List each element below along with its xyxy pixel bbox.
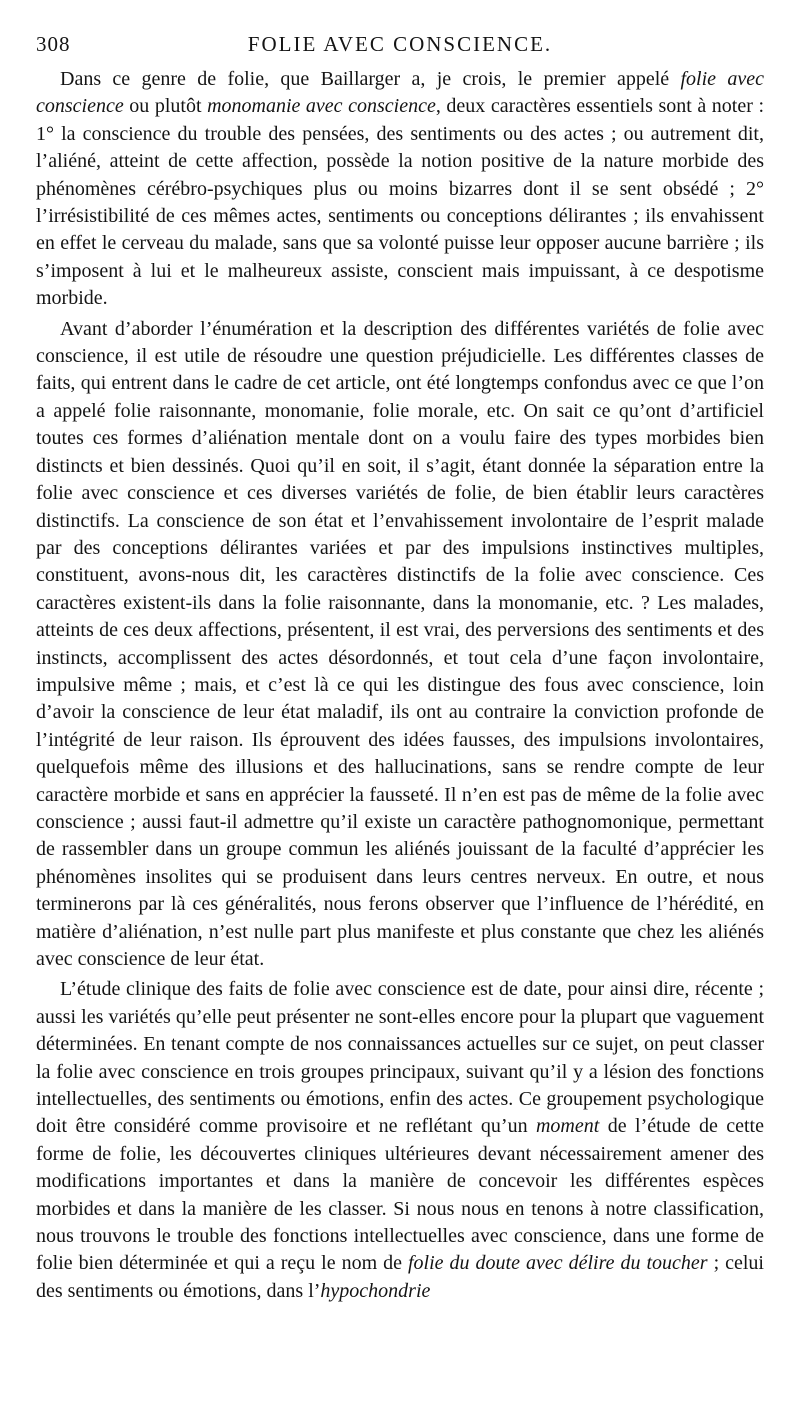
text-run: ou plutôt — [123, 95, 208, 118]
italic-text-run: moment — [535, 1115, 600, 1138]
text-run: Avant d’aborder l’énumération et la description des différentes variétés de folie avec conscience, il est utile de résoudre une question préjudicielle. Les différentes classes de faits, qui entrent dans le cadre de cet article, ont été longtemps confondus avec ce que l’on a appelé folie raisonnante, monomanie, folie morale, etc. On sait ce qu’ont d’artificiel toutes ces formes d’aliénation mentale dont on a voulu faire des types morbides bien distincts et bien dessinés. Quoi qu’il en soit, il s’agit, étant donnée la séparation entre la folie avec conscience et ces diverses variétés de folie, de bien établir leurs caractères distinctifs. La conscience de son état et l’envahissement involontaire de l’esprit malade par des conceptions délirantes variées et par des impulsions instinctives multiples, constituent, avons-nous dit, les caractères distinctifs de la folie avec conscience. Ces caractères existent-ils dans la folie raisonnante, dans la monomanie, etc. ? Les malades, atteints de ces deux affections, présentent, il est vrai, des perversions des sentiments et des instincts, accomplissent des actes désordonnés, et tout cela d’une façon involontaire, impulsive même ; mais, et c’est là ce qui les distingue des fous avec conscience, loin d’avoir la conscience de leur état maladif, ils ont au contraire la conviction profonde de l’intégrité de leur raison. Ils éprouvent des idées fausses, des impulsions involontaires, quelquefois même des illusions et des hallucinations, sans se rendre compte de leur caractère morbide et sans en apprécier la fausseté. Il n’en est pas de même de la folie avec conscience ; aussi faut-il admettre qu’il existe un caractère pathognomonique, permettant de rassembler dans un groupe commun les aliénés jouissant de la faculté d’apprécier les phénomènes insolites qui se produisent dans leurs centres nerveux. En outre, et nous terminerons par là ces généralités, nous ferons observer que l’influence de l’hérédité, en matière d’aliénation, n’est nulle part plus manifeste et plus constante que chez les aliénés avec conscience de leur état. — [36, 317, 764, 970]
text-run: de l’étude de cette forme de folie, les découvertes cliniques ultérieures devant nécessairement amener des modifications importantes et dans la manière de concevoir les différentes espèces morbides et dans la manière de les classer. Si nous nous en tenons à notre classification, nous trouvons le trouble des fonctions intellectuelles avec conscience, dans une forme de folie bien déterminée et qui a reçu le nom de — [36, 1115, 764, 1275]
running-title: FOLIE AVEC CONSCIENCE. — [247, 32, 553, 56]
text-run: Dans ce genre de folie, que Baillarger a, je crois, le premier appelé — [60, 68, 681, 90]
text-run: L’étude clinique des faits de folie avec conscience est de date, pour ainsi dire, récente ; aussi les variétés qu’elle peut présenter ne sont-elles encore pour la plupart que vaguement déterminées. En tenant compte de nos connaissances actuelles sur ce sujet, on peut classer la folie avec conscience en trois groupes principaux, suivant qu’il y a lésion des fonctions intellectuelles, des sentiments ou émotions, enfin des actes. Ce groupement psychologique doit être considéré comme provisoire et ne reflétant qu’un — [36, 978, 764, 1138]
paragraph — [36, 316, 764, 974]
page-number: 308 — [36, 32, 71, 56]
body-text — [36, 66, 764, 1305]
italic-text-run: hypochondrie — [320, 1279, 431, 1302]
italic-text-run: folie avec conscience — [36, 68, 764, 118]
text-run: ; celui des sentiments ou émotions, dans l’ — [36, 1252, 764, 1302]
italic-text-run: folie du doute avec délire du toucher — [408, 1252, 708, 1275]
paragraph — [36, 976, 764, 1305]
page-header — [36, 18, 764, 58]
italic-text-run: monomanie avec conscience — [207, 95, 436, 118]
text-run: , deux caractères essentiels sont à noter : 1° la conscience du trouble des pensées, des sentiments ou des actes ; ou autrement dit, l’aliéné, atteint de cette affection, possède la notion positive de la nature morbide des phénomènes cérébro-psychiques plus ou moins bizarres dont il se sent obsédé ; 2° l’irrésistibilité de ces mêmes actes, sentiments ou conceptions délirantes ; ils envahissent en effet le cerveau du malade, sans que sa volonté puisse leur opposer aucune barrière ; ils s’imposent à lui et le malheureux assiste, conscient mais impuissant, à ce despotisme morbide. — [36, 95, 764, 310]
paragraph — [36, 66, 764, 313]
